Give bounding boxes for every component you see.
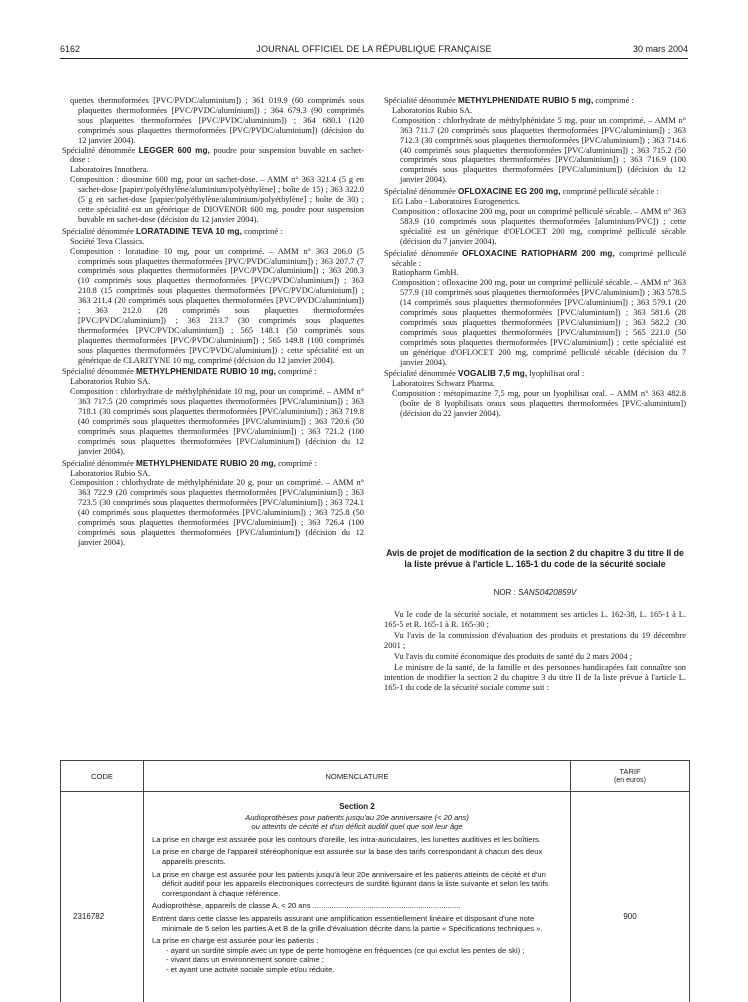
specialite-entry: [384, 249, 686, 370]
nomenclature-cell: [144, 792, 571, 1002]
nomenclature-header: NOMENCLATURE: [144, 761, 571, 792]
specialite-form: lyophilisat oral :: [529, 369, 585, 379]
specialite-entry: [62, 146, 364, 227]
nor-label: NOR :: [493, 588, 516, 597]
laboratory: Laboratorios Rubio SA.: [70, 377, 151, 387]
avis-paragraph: Vu l'avis de la commission d'évaluation des produits et prestations du 19 décembre 2001 ;: [384, 631, 686, 650]
specialite-prefix: Spécialité dénommée: [384, 96, 456, 105]
laboratory: Laboratorios Rubio SA.: [392, 105, 473, 115]
specialite-entry: [62, 459, 364, 550]
laboratory: Laboratoires Innothera.: [70, 165, 149, 175]
specialite-prefix: Spécialité dénommée: [384, 248, 458, 258]
composition: Composition : chlorhydrate de méthylphénidate 20 g, pour un comprimé. – AMM n° 363 722.9 (20 comprimés sous plaquettes thermoformées [PVC/aluminium]) ; 363 723.5 (30 comprimés sous plaquettes thermoformées [PVC/aluminium]) ; 363 724.1 (40 comprimés sous plaquettes thermoformées [PVC/aluminium]) ; 363 725.8 (50 comprimés sous plaquettes thermoformées [PVC/aluminium]) ; 363 726.4 (100 comprimés sous plaquettes thermoformées [PVC/aluminium]) (décision du 12 janvier 2004).: [70, 478, 364, 547]
laboratory: Laboratoires Schwarz Pharma.: [392, 379, 496, 389]
item-tarif: 900: [623, 912, 637, 921]
patient-criterion: - et ayant une activité sociale simple et/ou réduite.: [166, 964, 335, 974]
specialite-heading: [384, 96, 686, 106]
avis-title: Avis de projet de modification de la section 2 du chapitre 3 du titre II de la liste prévue à l'article L. 165-1 du code de la sécurité sociale: [386, 548, 684, 569]
specialite-form: comprimé :: [244, 226, 283, 236]
specialite-entry: [62, 227, 364, 368]
specialite-form: comprimé :: [595, 96, 634, 105]
specialite-heading: [62, 459, 364, 469]
nomenclature-table: [60, 760, 690, 1002]
patient-criterion: - vivant dans un environnement sonore calme ;: [166, 955, 324, 965]
item-label-text: Audioprothèse, appareils de classe A, < 20 ans: [152, 901, 311, 911]
specialite-prefix: Spécialité dénommée: [384, 369, 456, 379]
specialite-name: LEGGER 600 mg,: [138, 145, 210, 155]
laboratory: EG Labo - Laboratoires Eurogenerics.: [392, 197, 521, 207]
specialite-heading: [62, 367, 364, 377]
tarif-header-label: TARIF: [619, 767, 641, 776]
composition: Composition : diosmine 600 mg, pour un sachet-dose. – AMM n° 363 321.4 (5 g en sachet-dose [papier/polyéthylène/aluminium/polyéthylène] ; boîte de 15) ; 363 322.0 (5 g en sachet-dose [papier/polyéthylène/aluminium/polyéthylène] ; boîte de 30) ; cette spécialité est un générique de DIOVENOR 600 mg, poudre pour suspension buvable en sachet-dose (décision du 12 janvier 2004).: [70, 175, 364, 224]
composition: Composition : ofloxacine 200 mg, pour un comprimé pelliculé sécable. – AMM n° 363 577.9 (10 comprimés sous plaquettes thermoformées [PVC/aluminium]) ; 363 578.5 (14 comprimés sous plaquettes thermoformées [PVC/aluminium]) ; 363 579.1 (20 comprimés sous plaquettes thermoformées [PVC/aluminium]) ; 363 581.6 (28 comprimés sous plaquettes thermoformées [PVC/aluminium]) ; 363 582.2 (30 comprimés sous plaquettes thermoformées [PVC/aluminium]) ; 565 221.0 (50 comprimés sous plaquettes thermoformées [PVC/aluminium]) ; cette spécialité est un générique d'OFLOCET 200 mg, comprimé pelliculé sécable (décision du 7 janvier 2004).: [392, 278, 686, 367]
specialite-form: comprimé :: [278, 458, 317, 468]
left-column: [62, 96, 364, 550]
table-paragraph: La prise en charge est assurée pour les contours d'oreille, les intra-auriculaires, les lunettes auditives et les boîtiers.: [152, 834, 541, 844]
item-label: Audioprothèse, appareils de classe A, < 20 ans ......................................................................: [152, 901, 461, 911]
specialite-entry: [384, 96, 686, 187]
section-subtitle: Audioprothèses pour patients jusqu'au 20e anniversaire (< 20 ans): [245, 812, 469, 822]
composition: Composition : chlorhydrate de méthylphénidate 10 mg, pour un comprimé. – AMM n° 363 717.5 (20 comprimés sous plaquettes thermoformées [PVC/aluminium]) ; 363 718.1 (30 comprimés sous plaquettes thermoformées [PVC/aluminium]) ; 363 719.8 (40 comprimés sous plaquettes thermoformées [PVC/aluminium]) ; 363 720.6 (50 comprimés sous plaquettes thermoformées [PVC/aluminium]) ; 363 721.2 (100 comprimés sous plaquettes thermoformées [PVC/aluminium]) (décision du 12 janvier 2004).: [70, 387, 364, 456]
composition: Composition : chlorhydrate de méthylphénidate 5 mg, pour un comprimé. – AMM n° 363 711.7 (20 comprimés sous plaquettes thermoformées [PVC/aluminium]) ; 363 712.3 (30 comprimés sous plaquettes thermoformées [PVC/aluminium]) ; 363 714.6 (40 comprimés sous plaquettes thermoformées [PVC/aluminium]) ; 363 715.2 (50 comprimés sous plaquettes thermoformées [PVC/aluminium]) ; 363 716.9 (100 comprimés sous plaquettes thermoformées [PVC/aluminium]) (décision du 12 janvier 2004).: [392, 115, 686, 185]
specialite-form: comprimé pelliculé sécable :: [562, 187, 659, 197]
specialite-entry: [384, 369, 686, 421]
specialite-name: METHYLPHENIDATE RUBIO 5 mg,: [457, 96, 594, 105]
nor-value: SANS0420859V: [518, 588, 577, 597]
section-title: Section 2: [339, 802, 375, 811]
laboratory: Ratiopharm GmbH.: [392, 268, 459, 278]
specialite-prefix: Spécialité dénommée: [384, 187, 456, 197]
tarif-header: [571, 761, 690, 792]
specialite-entry: [384, 187, 686, 248]
composition: Composition : loratadine 10 mg, pour un comprimé. – AMM n° 363 206.0 (5 comprimés sous plaquettes thermoformées [PVC/PVDC/aluminium]) ; 363 207.7 (7 comprimés sous plaquettes thermoformées [PVC/PVDC/aluminium]) ; 363 208.3 (10 comprimés sous plaquettes thermoformées [PVC/PVDC/aluminium]) ; 363 210.8 (15 comprimés sous plaquettes thermoformées [PVC/PVDC/aluminium]) ; 363 211.4 (20 comprimés sous plaquettes thermoformées [PVC/PVDC/aluminium]) ; 363 212.0 (28 comprimés sous plaquettes thermoformées [PVC/PVDC/aluminium]) ; 363 213.7 (30 comprimés sous plaquettes thermoformées [PVC/PVDC/aluminium]) ; 565 148.1 (50 comprimés sous plaquettes thermoformées [PVC/PVDC/aluminium]) ; 565 149.8 (100 comprimés sous plaquettes thermoformées [PVC/PVDC/aluminium]) ; cette spécialité est un générique de CLARITYNE 10 mg, comprimé (décision du 12 janvier 2004).: [70, 246, 364, 365]
table-paragraph: La prise en charge de l'appareil stéréophonique est assurée sur la base des tarifs correspondant à chacun des deux appareils prescrits.: [152, 847, 543, 866]
specialite-heading: [384, 249, 686, 269]
specialite-heading: [384, 187, 686, 197]
specialite-form: comprimé :: [278, 367, 317, 377]
specialite-prefix: Spécialité dénommée: [62, 145, 136, 155]
specialite-prefix: Spécialité dénommée: [62, 458, 134, 468]
nor-line: [384, 588, 686, 597]
specialite-name: OFLOXACINE EG 200 mg,: [457, 187, 561, 197]
item-code: 2316782: [73, 912, 105, 921]
specialite-form: comprimé pelliculé sécable :: [392, 248, 687, 268]
specialite-name: LORATADINE TEVA 10 mg,: [135, 226, 243, 236]
right-column: [384, 96, 686, 421]
code-cell: [61, 792, 144, 1002]
section-subtitle: ou atteints de cécité et d'un déficit auditif quel que soit leur âge: [251, 822, 463, 832]
header-rule: [60, 58, 688, 59]
continuation-text: quettes thermoformées [PVC/PVDC/aluminium]) ; 361 019.9 (60 comprimés sous plaquettes thermoformées [PVC/PVDC/aluminium]) ; 364 679.3 (90 comprimés sous plaquettes thermoformées [PVC/PVDC/aluminium]) ; 364 680.1 (120 comprimés sous plaquettes thermoformées [PVC/PVDC/aluminium]) (décision du 12 janvier 2004).: [70, 96, 364, 145]
patients-intro: La prise en charge est assurée pour les patients :: [152, 936, 319, 946]
avis-paragraph: Le ministre de la santé, de la famille et des personnes handicapées fait connaître son intention de modifier la section 2 du chapitre 3 du titre II de la liste prévue à l'article L. 165-1 du code de la sécurité sociale comme suit :: [384, 663, 686, 692]
laboratory: Laboratorios Rubio SA.: [70, 468, 151, 478]
code-header: CODE: [61, 761, 144, 792]
specialite-name: VOGALIB 7,5 mg,: [457, 369, 528, 379]
avis-paragraphs: [384, 610, 686, 694]
avis-paragraph: Vu l'avis du comité économique des produits de santé du 2 mars 2004 ;: [394, 652, 633, 661]
laboratory: Société Teva Classics.: [70, 236, 145, 246]
avis-paragraph: Vu le code de la sécurité sociale, et notamment ses articles L. 162-38, L. 165-1 à L. 165-5 et R. 165-1 à R. 165-30 ;: [384, 610, 686, 629]
tarif-cell: [571, 792, 690, 1002]
issue-date: 30 mars 2004: [632, 44, 688, 54]
left-entries: [62, 146, 364, 550]
page-header: [60, 42, 688, 58]
composition: Composition : métopimazine 7,5 mg, pour un lyophilisat oral. – AMM n° 363 482.8 (boîte de 8 lyophilisats oraux sous plaquettes thermoformées [PVC-aluminium]) (décision du 22 janvier 2004).: [392, 389, 686, 419]
specialite-form: poudre pour suspension buvable en sachet-dose :: [70, 145, 365, 165]
specialite-prefix: Spécialité dénommée: [62, 367, 134, 377]
specialite-prefix: Spécialité dénommée: [62, 226, 134, 236]
specialite-name: METHYLPHENIDATE RUBIO 20 mg,: [135, 458, 276, 468]
specialite-heading: [384, 369, 686, 379]
entrant-paragraph: Entrent dans cette classe les appareils assurant une amplification essentiellement linéaire et disposant d'une note minimale de 5 selon les parties A et B de la grille d'évaluation décrite dans la partie « Spécifications techniques ».: [152, 913, 543, 933]
specialite-name: OFLOXACINE RATIOPHARM 200 mg,: [462, 248, 615, 258]
composition: Composition : ofloxacine 200 mg, pour un comprimé pelliculé sécable. – AMM n° 363 583.9 (10 comprimés sous plaquettes thermoformées [aluminium/PVC]) ; cette spécialité est un générique d'OFLOCET 200 mg, comprimé pelliculé sécable (décision du 7 janvier 2004).: [392, 206, 686, 246]
table-paragraph: La prise en charge est assurée pour les patients jusqu'à leur 20e anniversaire et les patients atteints de cécité et d'un déficit auditif pour les appareils électroniques correcteurs de surdité figurant dans la liste suivante et selon les tarifs correspondant à chaque référence.: [152, 869, 549, 898]
right-entries: [384, 96, 686, 421]
specialite-entry: [62, 367, 364, 458]
patient-criterion: - ayant un surdité simple avec un type de perte homogène en fréquences (ce qui exclut les pentes de ski) ;: [166, 945, 525, 955]
specialite-name: METHYLPHENIDATE RUBIO 10 mg,: [135, 367, 276, 377]
page-number: 6162: [60, 44, 81, 54]
journal-title: JOURNAL OFFICIEL DE LA RÉPUBLIQUE FRANÇAISE: [256, 44, 492, 54]
specialite-heading: [62, 227, 364, 237]
specialite-heading: [62, 146, 364, 166]
tarif-header-unit: (en euros): [614, 777, 646, 784]
